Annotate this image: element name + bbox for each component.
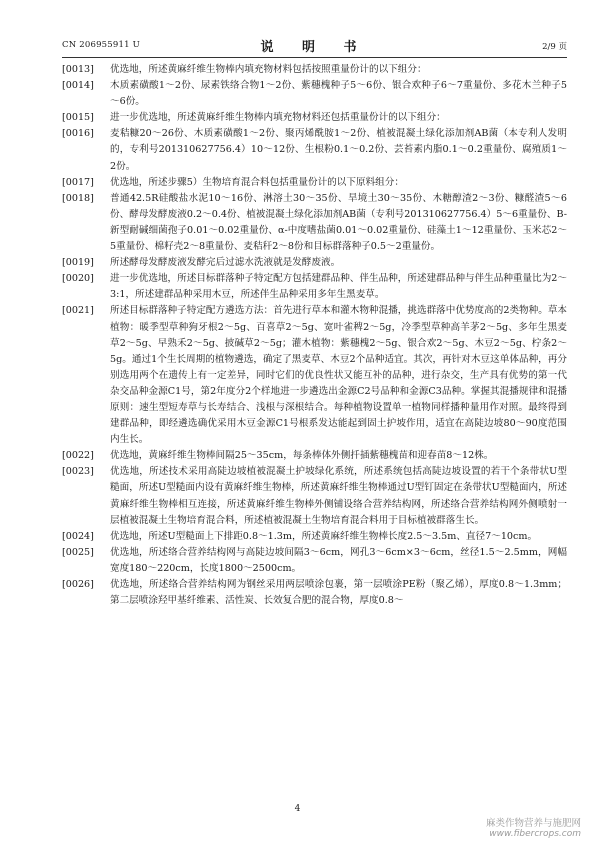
paragraph (62, 175, 567, 191)
watermark-site-name: 麻类作物营养与施肥网 (485, 818, 581, 829)
paragraph-number: [0020] (62, 273, 94, 285)
paragraph-text: 优选地，所述络合营养结构网与高陡边坡间隔3～6cm，网孔3～6cm×3～6cm，丝径1.5～2.5mm，网幅宽度180～220cm，长度1800～2500cm。 (110, 546, 567, 574)
paragraph-text: 普通42.5R硅酸盐水泥10～16份、淋溶土30～35份、旱境土30～35份、木糖醇渣2～3份、糠醛渣5～6份、酵母发酵废液0.2～0.4份、植被混凝土绿化添加剂AB菌（专利号201310627756.4）5～6重量份、B-新型耐碱细菌孢子0.01～0.02重量份、α-中度嗜盐菌0.01～0.02重量份、硅藻土1～12重量份、玉米芯2～5重量份、棉籽壳2～8重量份、麦秸秆2～8份和目标群落种子0.5～2重量份。 (110, 192, 567, 253)
paragraph (62, 78, 567, 110)
header-rule (62, 57, 567, 58)
paragraph-number: [0019] (62, 257, 94, 269)
paragraph-number: [0013] (62, 64, 94, 75)
paragraph-text: 优选地，所述步骤5）生物培育混合料包括重量份计的以下原料组分： (110, 176, 404, 188)
paragraph-text: 优选地，所述技术采用高陡边坡植被混凝土护坡绿化系统，所述系统包括高陡边坡设置的若干个条带状U型糙面，所述U型糙面内设有黄麻纤维生物棒，所述黄麻纤维生物棒通过U型钉固定在条带状U型糙面内，所述黄麻纤维生物棒相互连接，所述黄麻纤维生物棒外侧铺设络合营养结构网，所述络合营养结构网外侧喷射一层植被混凝土生物培育混合料，所述植被混凝土生物培育混合料用于目标植被群落生长。 (110, 466, 567, 526)
paragraph-number: [0026] (62, 579, 94, 590)
paragraph-text: 麦秸糠20～26份、木质素磺酸1～2份、聚丙烯酰胺1～2份、植被混凝土绿化添加剂AB菌（本专利人发明的，专利号201310627756.4）10～12份、生根粉0.1～0.2份、芸苔素内脂0.1～0.2重量份、腐殖质1～2份。 (110, 128, 567, 172)
paragraph-text: 木质素磺酸1～2份、尿素铁络合物1～2份、紫穗槐种子5～6份、银合欢种子6～7重量份、多花木兰种子5～6份。 (110, 80, 567, 108)
paragraph (62, 577, 567, 609)
paragraph-number: [0018] (62, 192, 94, 204)
publication-number: CN 206955911 U (62, 40, 140, 50)
paragraph-text: 优选地，黄麻纤维生物棒间隔25～35cm，每条棒体外侧扦插紫穗槐苗和迎春苗8～12株。 (110, 450, 494, 462)
paragraph-text: 进一步优选地，所述目标群落种子特定配方包括建群品种、伴生品种，所述建群品种与伴生品种重量比为2～3:1，所述建群品种采用木豆，所述伴生品种采用多年生黑麦草。 (110, 273, 568, 301)
paragraph-number: [0021] (62, 305, 94, 317)
description-body (62, 62, 567, 609)
site-watermark (486, 818, 581, 840)
paragraph (62, 126, 567, 174)
paragraph-number: [0014] (62, 80, 94, 92)
paragraph-text: 所述酵母发酵废液发酵完后过滤水洗液就是发酵废液。 (110, 257, 341, 269)
page-count: 2/9 页 (542, 42, 567, 52)
page-number: 4 (294, 804, 301, 814)
paragraph (62, 271, 567, 303)
paragraph-text: 优选地，所述络合营养结构网为钢丝采用两层喷涂包裹，第一层喷涂PE粉（聚乙烯），厚度0.8～1.3mm；第二层喷涂羟甲基纤维素、活性炭、长效复合肥的混合物，厚度0.8～ (110, 579, 567, 607)
paragraph (62, 529, 567, 545)
page-header (62, 36, 567, 54)
paragraph (62, 303, 567, 448)
paragraph-number: [0023] (62, 466, 94, 478)
paragraph (62, 191, 567, 255)
paragraph-number: [0024] (62, 530, 94, 542)
paragraph-number: [0017] (62, 176, 94, 188)
paragraph-text: 优选地，所述黄麻纤维生物棒内填充物材料包括按照重量份计的以下组分： (110, 64, 427, 75)
paragraph-number: [0025] (62, 546, 94, 558)
paragraph (62, 545, 567, 577)
paragraph-text: 所述目标群落种子特定配方遴选方法：首先进行草本和灌木物种混播，挑选群落中优势度高的2类物种。草本植物：暖季型草种狗牙根2～5g、百喜草2～5g、宽叶雀稗2～5g，冷季型草种高羊茅2～5g、多年生黑麦草2～5g、早熟禾2～5g、披碱草2～5g；灌木植物：紫穗槐2～5g、银合欢2～5g、木豆2～5g、柠条2～5g。通过1个生长周期的植物遴选，确定了黑麦草、木豆2个品种适宜。其次，再针对木豆这单体品种，再分别选用两个在遗传上有一定差异，同时它们的优良性状又能互补的品种，进行杂交，生产具有优势的第一代杂交品种金源C1号，第2年度分2个样地进一步遴选出金源C2号品种和金源C3品种。掌握其混播规律和混播原则：速生型短寿草与长寿结合、浅根与深根结合。每种植物设置单一植物同样播种量用作对照。最终得到建群品种，即经遴选确优采用木豆金源C1号根系发达能起到固土护坡作用，适宜在高陡边坡80～90度范围内生长。 (110, 305, 568, 446)
paragraph (62, 62, 567, 78)
paragraph-text: 进一步优选地，所述黄麻纤维生物棒内填充物材料还包括重量份计的以下组分： (110, 112, 446, 124)
paragraph-number: [0022] (62, 450, 94, 462)
paragraph (62, 464, 567, 528)
paragraph (62, 110, 567, 126)
paragraph-number: [0015] (62, 112, 94, 124)
paragraph (62, 255, 567, 271)
paragraph (62, 448, 567, 464)
paragraph-text: 优选地，所述U型糙面上下排距0.8～1.3m，所述黄麻纤维生物棒长度2.5～3.5m、直径7～10cm。 (110, 530, 538, 542)
paragraph-number: [0016] (62, 128, 94, 140)
document-title: 说 明 书 (260, 40, 369, 55)
watermark-url: www.fibercrops.com (489, 829, 581, 839)
